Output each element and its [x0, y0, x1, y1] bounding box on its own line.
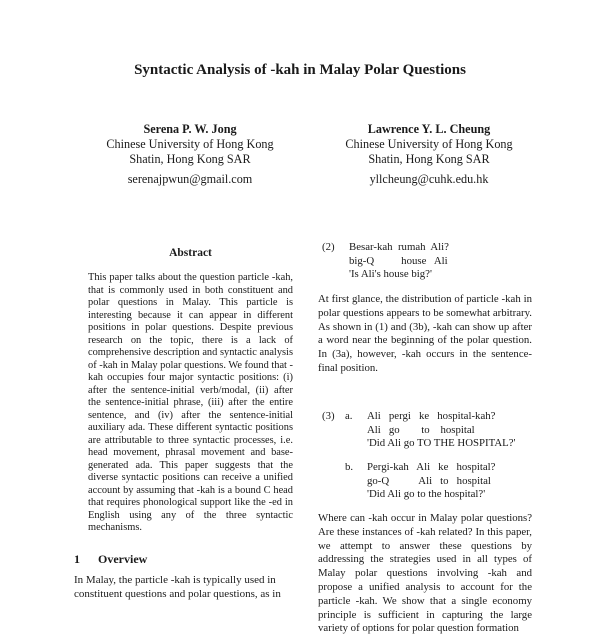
abstract-heading: Abstract: [169, 247, 212, 259]
example-3b: [367, 461, 495, 502]
author-block-2: [314, 122, 544, 187]
translation-line: 'Did Ali go to the hospital?': [367, 488, 486, 501]
example-3b-label: b.: [345, 461, 354, 473]
example-3a-label: a.: [345, 410, 353, 422]
example-2: [349, 241, 449, 282]
paragraph-questions: Where can -kah occur in Malay polar questions? Are these instances of -kah related? In this paper, we attempt to answer these questions by addressing the strategies used in all types of Malay polar questions involving -kah and propose a unified analysis to account for the particle -kah. We show that a single economy principle is sufficient in capturing the large variety of options for polar question formation: [318, 512, 532, 635]
section-heading: [74, 552, 147, 567]
paragraph-distribution: At first glance, the distribution of particle -kah in polar questions appears to be somewhat arbitrary. As shown in (1) and (3b), -kah can show up after a word near the beginning of the polar question. In (3a), however, -kah occurs in the sentence-final position.: [318, 293, 532, 374]
translation-line: 'Is Ali's house big?': [349, 268, 432, 281]
author-email: serenajpwun@gmail.com: [127, 172, 253, 186]
example-3a: [367, 410, 516, 451]
example-3-label: (3): [322, 410, 335, 422]
section-number: 1: [74, 552, 80, 566]
intro-paragraph: In Malay, the particle -kah is typically used in constituent questions and polar questions, as in: [74, 574, 281, 600]
gloss-line: Ali go to hospital: [367, 423, 475, 436]
paper-title: Syntactic Analysis of -kah in Malay Polar Questions: [134, 62, 466, 78]
section-title: Overview: [98, 552, 148, 566]
translation-line: 'Did Ali go TO THE HOSPITAL?': [367, 437, 516, 450]
author-block-1: [75, 122, 305, 187]
author-affiliation: Chinese University of Hong Kong: [345, 137, 513, 151]
abstract-text: This paper talks about the question particle -kah, that is commonly used in both constituent and polar questions in Malay. This particle is interesting because it can appear in different positions in polar questions. Despite previous research on the topic, there is a lack of comprehensive description and syntactic analysis of -kah in Malay polar questions. We found that -kah occupies four major syntactic positions: (i) after the sentence-initial verb/modal, (ii) after the sentence-initial phrase, (iii) after the entire sentence, and (iv) after the sentence-initial auxiliary ada. These different syntactic positions are attributable to three syntactic processes, i.e. head movement, phrasal movement and base-generated ada. This paper suggests that the diverse syntactic positions can receive a unified account by assuming that -kah is a bound C head that requires phonological support like the -ed in English using any of the three syntactic mechanisms.: [88, 272, 294, 533]
author-name: Serena P. W. Jong: [143, 122, 237, 136]
gloss-line: go-Q Ali to hospital: [367, 474, 491, 487]
example-line: Ali pergi ke hospital-kah?: [367, 410, 496, 422]
author-affiliation: Chinese University of Hong Kong: [106, 137, 274, 151]
example-2-label: (2): [322, 241, 335, 253]
author-location: Shatin, Hong Kong SAR: [368, 152, 490, 166]
gloss-line: big-Q house Ali: [349, 254, 448, 267]
example-line: Pergi-kah Ali ke hospital?: [367, 461, 496, 473]
author-name: Lawrence Y. L. Cheung: [367, 122, 491, 136]
example-line: Besar-kah rumah Ali?: [349, 241, 449, 253]
author-email: yllcheung@cuhk.edu.hk: [369, 172, 489, 186]
author-location: Shatin, Hong Kong SAR: [129, 152, 251, 166]
